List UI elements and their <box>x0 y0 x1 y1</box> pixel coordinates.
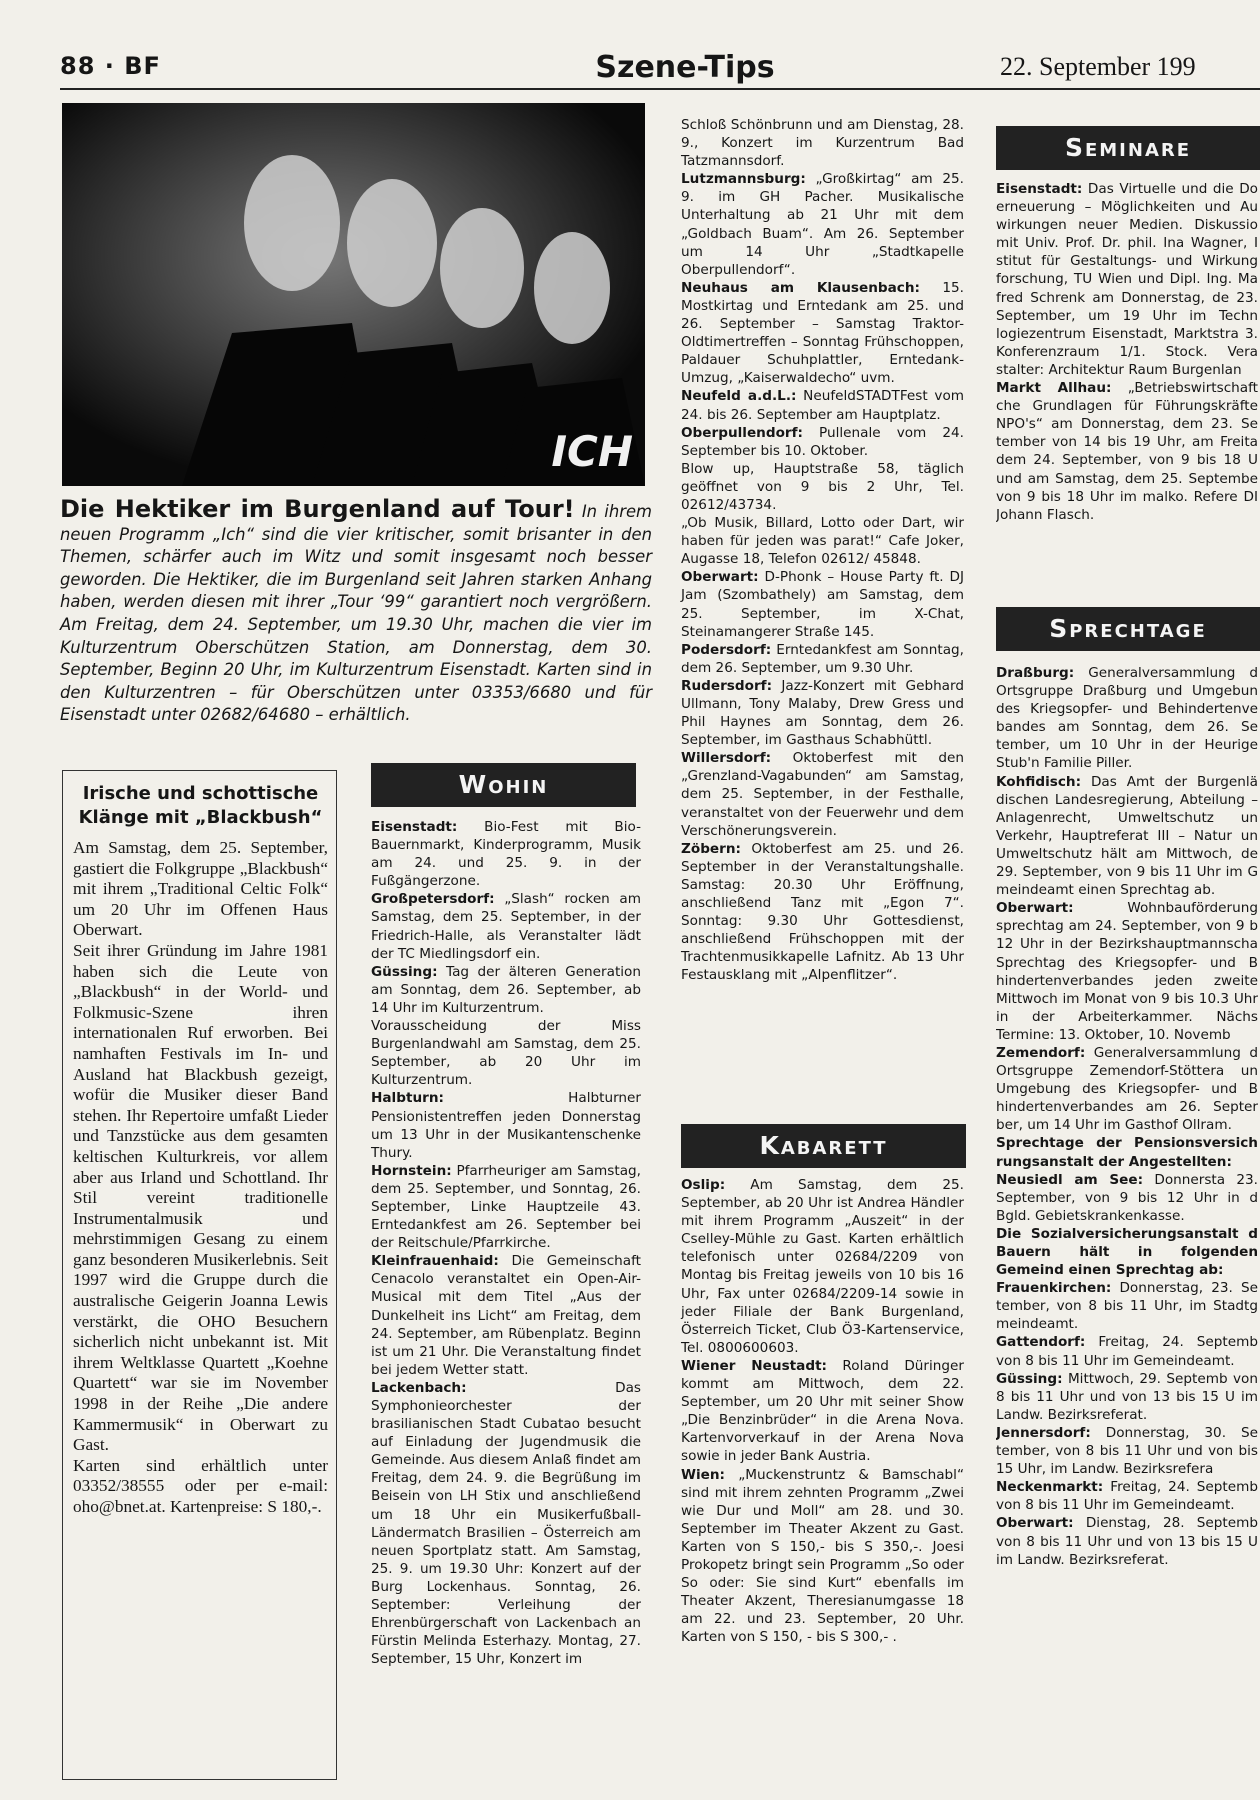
listing-text: Blow up, Hauptstraße 58, täglich geöffnet von 9 bis 2 Uhr, Tel. 02612/43734. <box>681 460 964 513</box>
listing-text: Am Samstag, dem 25. September, ab 20 Uhr ist Andrea Händler mit ihrem Programm „Auszeit“ in der Cselley-Mühle zu Gast. Karten erhältlich telefonisch unter 02684/2209 von Montag bis Freitag jeweils von 10 bis 16 Uhr, Fax unter 02684/2209-14 sowie in jeder Filiale der Bank Burgenland, Österreich Ticket, Club Ö3-Kartenservice, Tel. 0800600603. <box>681 1177 964 1356</box>
listing-place: Eisenstadt: <box>996 181 1083 197</box>
issue-date: 22. September 199 <box>1000 52 1196 81</box>
listing-entry <box>996 180 1258 379</box>
listing-entry <box>371 1379 641 1669</box>
band-photo <box>62 103 645 486</box>
listing-text: Donnersta 23. September, von 9 bis 12 Uhr in d Bgld. Gebietskrankenkasse. <box>996 1171 1258 1224</box>
listing-entry <box>996 1333 1258 1369</box>
listing-entry <box>681 677 964 749</box>
sprechtage-column <box>996 664 1258 1569</box>
listing-text: Vorausscheidung der Miss Burgenlandwahl am Samstag, dem 25. September, ab 20 Uhr im Kulturzentrum. <box>371 1018 641 1089</box>
listing-text: Donnerstag, 30. Se tember, von 8 bis 11 Uhr und von bis 15 Uhr, im Landw. Bezirksrefera <box>996 1424 1258 1478</box>
seminare-column <box>996 180 1258 524</box>
paragraph: Karten sind erhältlich unter 03352/38555 oder per e-mail: oho@bnet.at. Kartenpreise: S 180,-. <box>73 1455 328 1516</box>
listing-entry <box>681 116 964 170</box>
listing-entry <box>681 387 964 423</box>
photo-caption: ICH <box>551 427 633 476</box>
listing-text: NeufeldSTADTFest vom 24. bis 26. September am Hauptplatz. <box>681 388 964 423</box>
listing-place: Zöbern: <box>681 840 741 857</box>
listing-text: Freitag, 24. Septemb von 8 bis 11 Uhr im Gemeindeamt. <box>996 1334 1258 1369</box>
section-title: Szene-Tips <box>595 50 775 85</box>
listing-text: Halbturner Pensionistentreffen jeden Donnerstag um 13 Uhr in der Musikantenschenke Thury. <box>371 1090 641 1161</box>
listing-entry <box>996 1514 1258 1568</box>
listing-entry <box>996 1134 1258 1170</box>
listing-place: Neuhaus am Klausenbach: <box>681 279 920 296</box>
listing-text: Generalversammlung d Ortsgruppe Zemendorf-Stöttera un Umgebung des Kriegsopfer- und B hindertenverbandes am 26. Septer ber, um 14 Uhr im Gasthof Ollram. <box>996 1044 1258 1134</box>
listing-entry <box>681 568 964 640</box>
listing-entry <box>996 1279 1258 1333</box>
listing-text: Pullenale vom 24. September bis 10. Oktober. <box>681 424 964 459</box>
listing-place: Güssing: <box>371 963 438 980</box>
listing-text: Jazz-Konzert mit Gebhard Ullmann, Tony Malaby, Drew Gress und Phil Haynes am Sonntag, dem 26. September, im Gasthaus Schabhüttl. <box>681 677 964 749</box>
listing-text: Generalversammlung d Ortsgruppe Draßburg und Umgebun des Kriegsopfer- und Behindertenve bandes am Sonntag, dem 26. Se tember, um 10 Uhr in der Heurige Stub'n Familie Piller. <box>996 665 1258 772</box>
listing-place: Rudersdorf: <box>681 677 773 694</box>
wohin-column <box>371 818 641 1668</box>
listing-entry <box>371 1017 641 1089</box>
listing-entry <box>681 1357 964 1466</box>
seminare-banner: Seminare <box>996 126 1260 170</box>
listing-place: Wiener Neustadt: <box>681 1357 827 1374</box>
listing-place: Willersdorf: <box>681 750 772 767</box>
listing-place: Zemendorf: <box>996 1044 1086 1061</box>
listing-place: Kleinfrauenhaid: <box>371 1253 499 1270</box>
listing-entry <box>681 749 964 839</box>
listing-text: Roland Düringer kommt am Mittwoch, dem 22. September, um 20 Uhr mit seiner Show „Die Benzinbrüder“ in die Arena Nova. Kartenvorverkauf in der Arena Nova sowie in jeder Bank Austria. <box>681 1357 964 1465</box>
lead-headline: Die Hektiker im Burgenland auf Tour! <box>60 495 575 523</box>
listing-place: Frauenkirchen: <box>996 1280 1112 1297</box>
listing-text: Mittwoch, 29. Septemb von 8 bis 11 Uhr und von 13 bis 15 U im Landw. Bezirksreferat. <box>996 1370 1258 1423</box>
listing-entry <box>681 1466 964 1647</box>
paragraph: Am Samstag, dem 25. September, gastiert die Folkgruppe „Blackbush“ mit ihrem „Traditional Celtic Folk“ um 20 Uhr im Offenen Haus Oberwart. <box>73 838 328 940</box>
blackbush-article <box>62 770 337 1780</box>
header-rule <box>60 88 1260 90</box>
listing-entry <box>681 1176 964 1357</box>
listing-entry <box>681 460 964 514</box>
listing-text: Schloß Schönbrunn und am Dienstag, 28. 9., Konzert im Kurzentrum Bad Tatzmannsdorf. <box>681 117 964 170</box>
listing-text: Pfarrheuriger am Samstag, dem 25. September, und Sonntag, 26. September, Linke Hauptzeile 43. Erntedankfest am 26. September bei der Reitschule/Pfarrkirche. <box>371 1162 641 1252</box>
listing-text: Erntedankfest am Sonntag, dem 26. September, um 9.30 Uhr. <box>681 641 964 676</box>
listing-place: Neckenmarkt: <box>996 1479 1104 1496</box>
listing-entry <box>681 424 964 460</box>
listing-entry <box>681 279 964 388</box>
lead-text: In ihrem neuen Programm „Ich“ sind die vier kritischer, somit brisanter in den Themen, schärfer auch im Witz und somit insgesamt noch besser geworden. Die Hektiker, die im Burgenland seit Jahren starken Anhang haben, werden diesen mit ihrer „Tour ‘99“ garantiert noch vergrößern. Am Freitag, dem 24. September, um 19.30 Uhr, machen die vier im Kulturzentrum Oberschützen Station, am Donnerstag, dem 30. September, Beginn 20 Uhr, im Kulturzentrum Eisenstadt. Karten sind in den Kulturzentren – für Oberschützen unter 03353/6680 und für Eisenstadt unter 02682/64680 – erhältlich. <box>60 502 652 725</box>
listing-place: Großpetersdorf: <box>371 891 495 908</box>
listing-place: Sprechtage der Pensionsversich rungsanstalt der Angestellten: <box>996 1135 1258 1170</box>
listing-place: Markt Allhau: <box>996 380 1112 397</box>
listing-place: Kohfidisch: <box>996 773 1082 790</box>
listing-text: Das Amt der Burgenlä dischen Landesregierung, Abteilung – Anlagenrecht, Umweltschutz un Verkehr, Hauptreferat III – Natur un Umweltschutz hält am Mittwoch, de 29. September, von 9 bis 11 Uhr im G meindeamt einen Sprechtag ab. <box>996 773 1258 899</box>
page-number: 88 · BF <box>60 52 161 80</box>
listing-entry <box>681 514 964 568</box>
paragraph: Seit ihrer Gründung im Jahre 1981 haben sich die Leute von „Blackbush“ in der World- und Folkmusic-Szene ihren internationalen Ruf erworben. Bei namhaften Festivals im In- und Ausland hat Blackbush gezeigt, wofür die Musiker dieser Band stehen. Ihr Repertoire umfaßt Lieder und Tanzstücke aus dem gesamten keltischen Kulturkreis, vor allem aber aus Irland und Schottland. Ihr Stil vereint traditionelle Instrumentalmusik und mehrstimmigen Gesang zu einem ganz besonderen Musikerlebnis. Seit 1997 wird die Gruppe durch die australische Geigerin Joanna Lewis verstärkt, die OHO Besuchern sicherlich nicht unbekannt ist. Mit ihrem Weltklasse Quartett „Koehne Quartett“ war sie im November 1998 in der Reihe „Die andere Kammermusik“ in Oberwart zu Gast. <box>73 940 328 1455</box>
listing-entry <box>996 1171 1258 1225</box>
listing-entry <box>996 379 1258 524</box>
listing-text: Oktoberfest mit den „Grenzland-Vagabunden“ am Samstag, dem 25. September, in der Festhalle, veranstaltet von der Feuerwehr und dem Verschönerungsverein. <box>681 750 964 839</box>
listing-entry <box>996 773 1258 900</box>
listing-entry <box>681 641 964 677</box>
listing-place: Wien: <box>681 1466 725 1483</box>
listing-text: „Ob Musik, Billard, Lotto oder Dart, wir haben für jeden was parat!“ Cafe Joker, Augasse 18, Telefon 02612/ 45848. <box>681 515 964 568</box>
listing-text: Wohnbauförderung sprechtag am 24. September, von 9 b 12 Uhr in der Bezirkshauptmannscha Sprechtag des Kriegsopfer- und B hindertenverbandes jeden zweite Mittwoch im Monat von 9 bis 10.3 Uhr in der Arbeiterkammer. Nächs Termine: 13. Oktober, 10. Novemb <box>996 900 1258 1043</box>
listing-place: Oberpullendorf: <box>681 424 803 441</box>
listing-entry <box>996 1044 1258 1134</box>
listing-place: Oberwart: <box>996 1515 1074 1532</box>
listing-place: Gattendorf: <box>996 1334 1086 1351</box>
listing-entry <box>681 840 964 985</box>
blackbush-title: Irische und schottische Klänge mit „Blackbush“ <box>78 783 323 828</box>
sprechtage-banner: Sprechtage <box>996 607 1260 651</box>
listing-text: Tag der älteren Generation am Sonntag, dem 26. September, ab 14 Uhr im Kulturzentrum. <box>371 963 641 1016</box>
listing-text: Die Gemeinschaft Cenacolo veranstaltet ein Open-Air-Musical mit dem Titel „Aus der Dunkelheit ins Licht“ am Freitag, dem 24. September, am Rübenplatz. Beginn ist um 21 Uhr. Die Veranstaltung findet bei jedem Wetter statt. <box>371 1253 642 1378</box>
listing-entry <box>371 1162 641 1252</box>
events-column <box>681 116 964 985</box>
listing-text: 15. Mostkirtag und Erntedank am 25. und 26. September – Samstag Traktor-Oldtimertreffen – Sonntag Frühschoppen, Paldauer Schuhplattler, Erntedank-Umzug, „Kaiserwaldecho“ uvm. <box>681 279 964 387</box>
listing-place: Halbturn: <box>371 1090 444 1107</box>
listing-entry <box>996 1225 1258 1279</box>
listing-place: Podersdorf: <box>681 641 772 658</box>
listing-entry <box>371 890 641 962</box>
listing-text: „Betriebswirtschaft che Grundlagen für Führungskräfte NPO's“ am Donnerstag, dem 23. Se tember von 14 bis 19 Uhr, am Freita dem 24. September, von 9 bis 18 U und am Samstag, dem 25. Septembe von 9 bis 18 Uhr im malko. Refere DI Johann Flasch. <box>996 380 1258 523</box>
listing-entry <box>996 1424 1258 1478</box>
lead-article <box>60 495 652 727</box>
listing-text: „Muckenstruntz & Bamschabl“ sind mit ihrem zehnten Programm „Zwei wie Dur und Moll“ am 28. und 30. September im Theater Akzent zu Gast. Karten von S 150,- bis S 350,-. Joesi Prokopetz bringt sein Programm „So oder So oder: Sie sind Kurt“ ebenfalls im Theater Akzent, Theresianumgasse 18 am 22. und 23. September, 20 Uhr. Karten von S 150, - bis S 300,- . <box>681 1466 965 1646</box>
listing-entry <box>996 899 1258 1044</box>
listing-text: Das Symphonieorchester der brasilianischen Stadt Cubatao besucht auf Einladung der Jugendmusik die Gemeinde. Aus diesem Anlaß findet am Freitag, dem 24. 9. die Begrüßung im Beisein von LH Stix und anschließend um 18 Uhr ein Musikerfußball-Ländermatch Brasilien – Österreich am neuen Sportplatz statt. Am Samstag, 25. 9. um 19.30 Uhr: Konzert auf der Burg Lockenhaus. Sonntag, 26. September: Verleihung der Ehrenbürgerschaft von Lackenbach an Fürstin Melinda Esterhazy. Montag, 27. September, 15 Uhr, Konzert im <box>371 1379 641 1668</box>
listing-place: Oberwart: <box>996 900 1074 917</box>
wohin-banner: Wohin <box>371 763 636 807</box>
listing-place: Oberwart: <box>681 569 759 586</box>
listing-place: Eisenstadt: <box>371 819 458 835</box>
listing-place: Jennersdorf: <box>996 1424 1091 1441</box>
kabarett-banner: Kabarett <box>681 1124 966 1168</box>
listing-place: Hornstein: <box>371 1162 452 1179</box>
listing-entry <box>996 664 1258 773</box>
listing-entry <box>371 963 641 1017</box>
listing-place: Draßburg: <box>996 665 1075 681</box>
listing-text: Oktoberfest am 25. und 26. September in der Veranstaltungshalle. Samstag: 20.30 Uhr Eröffnung, anschließend Tanz mit „Egon 7“. Sonntag: 9.30 Uhr Gottesdienst, anschließend Frühschoppen mit der Trachtenmusikkapelle Lafnitz. Ab 13 Uhr Festausklang mit „Alpenflitzer“. <box>681 840 964 984</box>
listing-text: Das Virtuelle und die Do erneuerung – Möglichkeiten und Au wirkungen neuer Medien. Diskussio mit Univ. Prof. Dr. phil. Ina Wagner, I stitut für Gestaltungs- und Wirkung forschung, TU Wien und Dipl. Ing. Ma fred Schrenk am Donnerstag, de 23. September, um 19 Uhr im Techn logiezentrum Eisenstadt, Marktstra 3. Konferenzraum 1/1. Stock. Vera stalter: Architektur Raum Burgenlan <box>996 181 1258 378</box>
blackbush-body <box>73 838 328 1518</box>
listing-place: Oslip: <box>681 1177 726 1193</box>
listing-entry <box>371 1089 641 1161</box>
listing-entry <box>371 1252 641 1379</box>
listing-entry <box>371 818 641 890</box>
listing-place: Neusiedl am See: <box>996 1171 1144 1188</box>
kabarett-column <box>681 1176 964 1646</box>
listing-place: Güssing: <box>996 1370 1063 1387</box>
listing-text: Bio-Fest mit Bio-Bauernmarkt, Kinderprogramm, Musik am 24. und 25. 9. in der Fußgängerzone. <box>371 819 642 890</box>
listing-text: „Slash“ rocken am Samstag, dem 25. September, in der Friedrich-Halle, als Veranstalter lädt der TC Miedlingsdorf ein. <box>371 891 641 962</box>
listing-text: Donnerstag, 23. Se tember, von 8 bis 11 Uhr, im Stadtg meindeamt. <box>996 1280 1258 1333</box>
listing-text: Freitag, 24. Septemb von 8 bis 11 Uhr im Gemeindeamt. <box>996 1479 1258 1514</box>
listing-place: Neufeld a.d.L.: <box>681 388 797 405</box>
listing-entry <box>996 1370 1258 1424</box>
listing-entry <box>996 1478 1258 1514</box>
listing-text: Dienstag, 28. Septemb von 8 bis 11 Uhr und von 13 bis 15 U im Landw. Bezirksreferat. <box>996 1515 1258 1568</box>
listing-place: Lutzmannsburg: <box>681 171 806 188</box>
listing-text: „Großkirtag“ am 25. 9. im GH Pacher. Musikalische Unterhaltung ab 21 Uhr mit dem „Goldbach Buam“. Am 26. September um 14 Uhr „Stadtkapelle Oberpullendorf“. <box>681 171 964 278</box>
listing-entry <box>681 170 964 279</box>
listing-place: Die Sozialversicherungsanstalt d Bauern hält in folgenden Gemeind einen Sprechtag ab: <box>996 1225 1258 1279</box>
listing-text: D-Phonk – House Party ft. DJ Jam (Szombathely) am Samstag, dem 25. September, im X-Chat, Steinamangerer Straße 145. <box>681 569 965 640</box>
listing-place: Lackenbach: <box>371 1379 467 1396</box>
